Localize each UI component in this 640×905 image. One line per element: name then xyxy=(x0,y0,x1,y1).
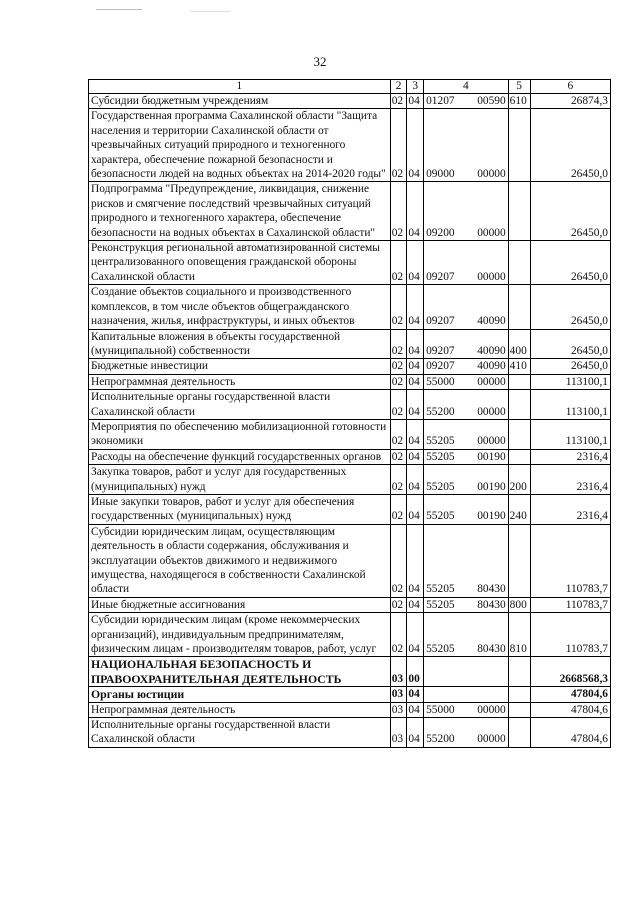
direction-code: 00000 xyxy=(477,375,506,388)
expense-type-cell: 400 xyxy=(508,329,530,359)
expense-type-cell xyxy=(508,390,530,420)
program-code: 55200 xyxy=(426,405,455,418)
section-code-cell: 02 xyxy=(390,597,407,612)
amount-cell: 2316,4 xyxy=(530,465,610,495)
direction-code: 00000 xyxy=(477,703,506,716)
expense-type-cell: 810 xyxy=(508,613,530,657)
subsection-code-cell: 04 xyxy=(407,449,424,464)
row-name-cell: Исполнительные органы государственной власти Сахалинской области xyxy=(89,390,391,420)
amount-cell: 113100,1 xyxy=(530,390,610,420)
target-article-cell xyxy=(424,449,509,464)
table-row xyxy=(89,419,611,449)
target-article-cell xyxy=(424,718,509,748)
expense-type-cell xyxy=(508,419,530,449)
budget-table xyxy=(88,79,611,748)
direction-code: 00000 xyxy=(477,270,506,283)
direction-code: 00190 xyxy=(477,510,506,523)
row-name-cell: Иные бюджетные ассигнования xyxy=(89,597,391,612)
program-code: 55205 xyxy=(426,480,455,493)
program-code: 09207 xyxy=(426,360,455,373)
direction-code: 00190 xyxy=(477,480,506,493)
table-row xyxy=(89,329,611,359)
amount-cell: 110783,7 xyxy=(530,597,610,612)
program-code: 09000 xyxy=(426,168,455,181)
target-article-cell xyxy=(424,241,509,285)
target-article-cell xyxy=(424,494,509,524)
expense-type-cell xyxy=(508,687,530,702)
expense-type-cell xyxy=(508,285,530,329)
target-article-cell xyxy=(424,109,509,182)
amount-cell: 26450,0 xyxy=(530,329,610,359)
table-row xyxy=(89,494,611,524)
subsection-code-cell: 04 xyxy=(407,687,424,702)
target-article-cell xyxy=(424,94,509,109)
amount-cell: 113100,1 xyxy=(530,374,610,389)
table-row xyxy=(89,465,611,495)
header-cell: 6 xyxy=(530,80,610,94)
expense-type-cell xyxy=(508,718,530,748)
table-row xyxy=(89,718,611,748)
target-article-cell xyxy=(424,285,509,329)
row-name-cell: Субсидии бюджетным учреждениям xyxy=(89,94,391,109)
table-row xyxy=(89,597,611,612)
section-code-cell: 03 xyxy=(390,657,407,687)
target-article-cell xyxy=(424,419,509,449)
header-cell: 1 xyxy=(89,80,391,94)
direction-code: 80430 xyxy=(477,583,506,596)
section-code-cell: 02 xyxy=(390,285,407,329)
amount-cell: 113100,1 xyxy=(530,419,610,449)
section-code-cell: 02 xyxy=(390,449,407,464)
header-cell: 2 xyxy=(390,80,407,94)
table-header-row xyxy=(89,80,611,94)
amount-cell: 110783,7 xyxy=(530,524,610,597)
section-code-cell: 02 xyxy=(390,419,407,449)
program-code: 55205 xyxy=(426,598,455,611)
program-code: 55000 xyxy=(426,703,455,716)
subsection-code-cell: 04 xyxy=(407,702,424,717)
subsection-code-cell: 04 xyxy=(407,241,424,285)
row-name-cell: Капитальные вложения в объекты государственной (муниципальной) собственности xyxy=(89,329,391,359)
amount-cell: 26450,0 xyxy=(530,359,610,374)
table-row xyxy=(89,390,611,420)
program-code: 01207 xyxy=(426,95,455,107)
table-row xyxy=(89,359,611,374)
table-row xyxy=(89,613,611,657)
subsection-code-cell: 04 xyxy=(407,329,424,359)
target-article-cell xyxy=(424,687,509,702)
program-code: 55205 xyxy=(426,450,455,463)
section-code-cell: 03 xyxy=(390,718,407,748)
target-article-cell xyxy=(424,390,509,420)
target-article-cell xyxy=(424,613,509,657)
section-code-cell: 02 xyxy=(390,359,407,374)
subsection-code-cell: 04 xyxy=(407,359,424,374)
section-code-cell: 02 xyxy=(390,241,407,285)
subsection-code-cell: 00 xyxy=(407,657,424,687)
direction-code: 00000 xyxy=(477,226,506,239)
amount-cell: 26450,0 xyxy=(530,109,610,182)
section-code-cell: 02 xyxy=(390,374,407,389)
section-code-cell: 03 xyxy=(390,702,407,717)
header-cell: 4 xyxy=(424,80,509,94)
section-code-cell: 02 xyxy=(390,109,407,182)
section-code-cell: 02 xyxy=(390,524,407,597)
target-article-cell xyxy=(424,359,509,374)
amount-cell: 2316,4 xyxy=(530,494,610,524)
section-code-cell: 02 xyxy=(390,182,407,241)
direction-code: 00000 xyxy=(477,435,506,448)
subsection-code-cell: 04 xyxy=(407,524,424,597)
row-name-cell: Бюджетные инвестиции xyxy=(89,359,391,374)
table-row xyxy=(89,687,611,702)
row-name-cell: Непрограммная деятельность xyxy=(89,374,391,389)
amount-cell: 47804,6 xyxy=(530,687,610,702)
table-row xyxy=(89,657,611,687)
subsection-code-cell: 04 xyxy=(407,613,424,657)
section-code-cell: 02 xyxy=(390,329,407,359)
target-article-cell xyxy=(424,329,509,359)
row-name-cell: Закупка товаров, работ и услуг для государственных (муниципальных) нужд xyxy=(89,465,391,495)
subsection-code-cell: 04 xyxy=(407,109,424,182)
table-row xyxy=(89,285,611,329)
target-article-cell xyxy=(424,374,509,389)
expense-type-cell xyxy=(508,449,530,464)
expense-type-cell xyxy=(508,182,530,241)
table-row xyxy=(89,94,611,109)
program-code: 55000 xyxy=(426,375,455,388)
expense-type-cell: 200 xyxy=(508,465,530,495)
direction-code: 00590 xyxy=(477,95,506,107)
program-code: 09200 xyxy=(426,226,455,239)
section-code-cell: 02 xyxy=(390,494,407,524)
program-code: 55205 xyxy=(426,643,455,656)
row-name-cell: Субсидии юридическим лицам, осуществляющим деятельность в области содержания, обслуживания и эксплуатации объектов движимого и недвижимого имущества, находящегося в собственности Сахалинской области xyxy=(89,524,391,597)
row-name-cell: Подпрограмма "Предупреждение, ликвидация, снижение рисков и смягчение последствий чрезвычайных ситуаций природного и техногенного характера, обеспечение безопасности на водных объектах в Сахалинской области" xyxy=(89,182,391,241)
direction-code: 40090 xyxy=(477,360,506,373)
subsection-code-cell: 04 xyxy=(407,374,424,389)
expense-type-cell: 240 xyxy=(508,494,530,524)
target-article-cell xyxy=(424,702,509,717)
subsection-code-cell: 04 xyxy=(407,597,424,612)
row-name-cell: Органы юстиции xyxy=(89,687,391,702)
expense-type-cell: 610 xyxy=(508,94,530,109)
subsection-code-cell: 04 xyxy=(407,718,424,748)
subsection-code-cell: 04 xyxy=(407,465,424,495)
subsection-code-cell: 04 xyxy=(407,419,424,449)
program-code: 55205 xyxy=(426,435,455,448)
target-article-cell xyxy=(424,465,509,495)
program-code: 09207 xyxy=(426,315,455,328)
target-article-cell xyxy=(424,182,509,241)
direction-code: 00000 xyxy=(477,405,506,418)
expense-type-cell xyxy=(508,657,530,687)
program-code: 55205 xyxy=(426,510,455,523)
row-name-cell: Государственная программа Сахалинской области "Защита населения и территории Сахалинской области от чрезвычайных ситуаций природного и техногенного характера, обеспечение пожарной безопасности и безопасности людей на водных объектах на 2014-2020 годы" xyxy=(89,109,391,182)
row-name-cell: Расходы на обеспечение функций государственных органов xyxy=(89,449,391,464)
section-code-cell: 03 xyxy=(390,687,407,702)
expense-type-cell xyxy=(508,524,530,597)
row-name-cell: Исполнительные органы государственной власти Сахалинской области xyxy=(89,718,391,748)
direction-code: 00190 xyxy=(477,450,506,463)
header-cell: 5 xyxy=(508,80,530,94)
header-cell: 3 xyxy=(407,80,424,94)
row-name-cell: Мероприятия по обеспечению мобилизационной готовности экономики xyxy=(89,419,391,449)
program-code: 55205 xyxy=(426,583,455,596)
subsection-code-cell: 04 xyxy=(407,285,424,329)
row-name-cell: НАЦИОНАЛЬНАЯ БЕЗОПАСНОСТЬ И ПРАВООХРАНИТЕЛЬНАЯ ДЕЯТЕЛЬНОСТЬ xyxy=(89,657,391,687)
amount-cell: 26450,0 xyxy=(530,285,610,329)
amount-cell: 47804,6 xyxy=(530,718,610,748)
expense-type-cell xyxy=(508,374,530,389)
subsection-code-cell: 04 xyxy=(407,94,424,109)
amount-cell: 47804,6 xyxy=(530,702,610,717)
program-code: 55200 xyxy=(426,733,455,746)
scan-artifact xyxy=(96,9,142,10)
amount-cell: 26450,0 xyxy=(530,241,610,285)
direction-code: 00000 xyxy=(477,733,506,746)
scan-artifact xyxy=(190,11,230,12)
subsection-code-cell: 04 xyxy=(407,494,424,524)
expense-type-cell xyxy=(508,702,530,717)
amount-cell: 26874,3 xyxy=(530,94,610,109)
amount-cell: 110783,7 xyxy=(530,613,610,657)
direction-code: 80430 xyxy=(477,643,506,656)
table-row xyxy=(89,524,611,597)
expense-type-cell xyxy=(508,241,530,285)
row-name-cell: Реконструкция региональной автоматизированной системы централизованного оповещения гражданской обороны Сахалинской области xyxy=(89,241,391,285)
table-row xyxy=(89,182,611,241)
row-name-cell: Иные закупки товаров, работ и услуг для обеспечения государственных (муниципальных) нужд xyxy=(89,494,391,524)
program-code: 09207 xyxy=(426,270,455,283)
table-row xyxy=(89,374,611,389)
subsection-code-cell: 04 xyxy=(407,390,424,420)
amount-cell: 2316,4 xyxy=(530,449,610,464)
page-number: 32 xyxy=(313,54,327,69)
target-article-cell xyxy=(424,524,509,597)
table-row xyxy=(89,109,611,182)
direction-code: 40090 xyxy=(477,344,506,357)
target-article-cell xyxy=(424,657,509,687)
expense-type-cell: 410 xyxy=(508,359,530,374)
section-code-cell: 02 xyxy=(390,94,407,109)
program-code: 09207 xyxy=(426,344,455,357)
direction-code: 80430 xyxy=(477,598,506,611)
subsection-code-cell: 04 xyxy=(407,182,424,241)
expense-type-cell: 800 xyxy=(508,597,530,612)
target-article-cell xyxy=(424,597,509,612)
direction-code: 40090 xyxy=(477,315,506,328)
row-name-cell: Непрограммная деятельность xyxy=(89,702,391,717)
section-code-cell: 02 xyxy=(390,613,407,657)
section-code-cell: 02 xyxy=(390,465,407,495)
expense-type-cell xyxy=(508,109,530,182)
row-name-cell: Субсидии юридическим лицам (кроме некоммерческих организаций), индивидуальным предпринимателям, физическим лицам - производителям товаров, работ, услуг xyxy=(89,613,391,657)
row-name-cell: Создание объектов социального и производственного комплексов, в том числе объектов общегражданского назначения, жилья, инфраструктуры, и иных объектов xyxy=(89,285,391,329)
amount-cell: 26450,0 xyxy=(530,182,610,241)
section-code-cell: 02 xyxy=(390,390,407,420)
table-row xyxy=(89,702,611,717)
direction-code: 00000 xyxy=(477,168,506,181)
table-row xyxy=(89,449,611,464)
amount-cell: 2668568,3 xyxy=(530,657,610,687)
table-row xyxy=(89,241,611,285)
